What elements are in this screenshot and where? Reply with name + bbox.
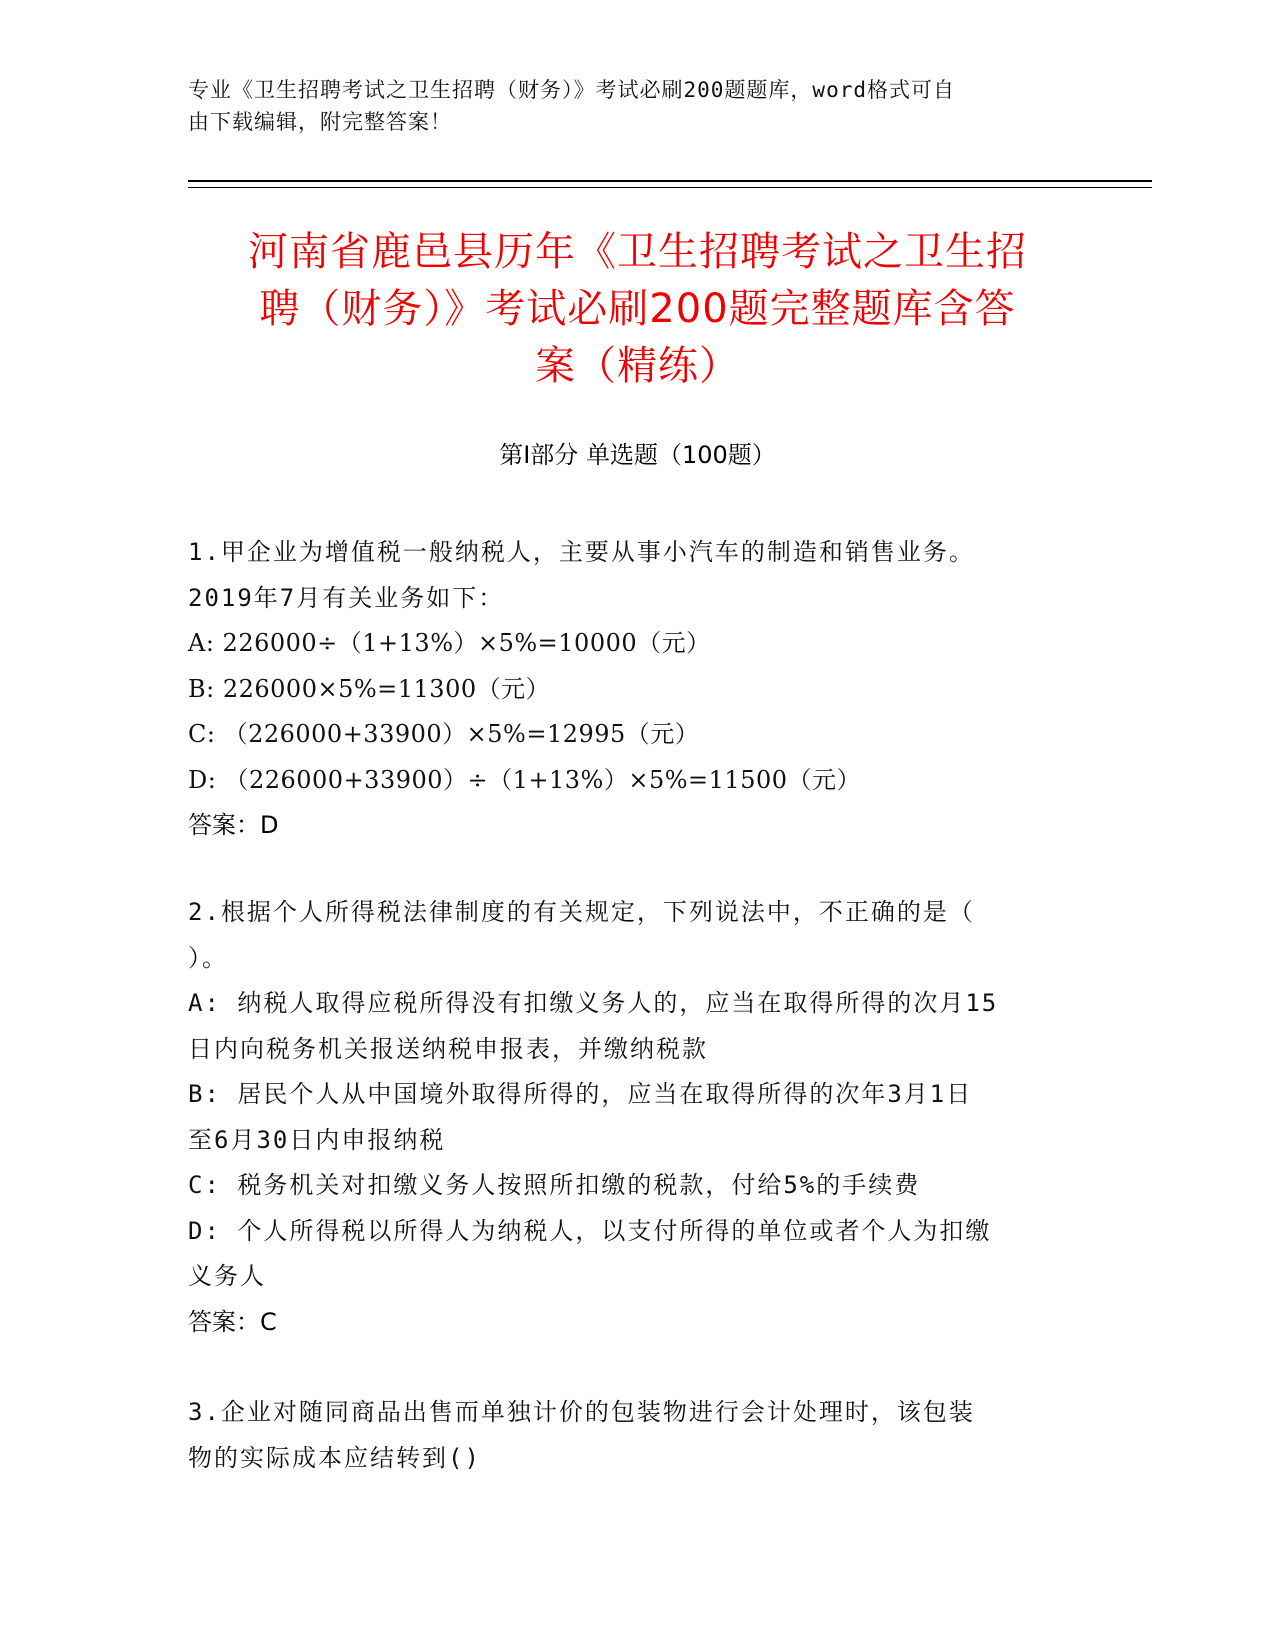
header-note-line: 由下载编辑，附完整答案！	[188, 110, 452, 134]
question-stem-line: 1.甲企业为增值税一般纳税人，主要从事小汽车的制造和销售业务。	[188, 538, 975, 566]
header-note-line: 专业《卫生招聘考试之卫生招聘（财务）》考试必刷200题题库，word格式可自	[188, 78, 955, 102]
question-stem-line: 2019年7月有关业务如下：	[188, 583, 505, 612]
header-divider-thick	[188, 180, 1152, 182]
option-d: D: （226000+33900）÷（1+13%）×5%=11500（元）	[188, 765, 862, 794]
header-divider-thin	[188, 187, 1152, 188]
option-a: A: 226000÷（1+13%）×5%=10000（元）	[188, 629, 711, 657]
title-line: 聘（财务）》考试必刷200题完整题库含答	[259, 286, 1016, 332]
title-line: 河南省鹿邑县历年《卫生招聘考试之卫生招	[248, 229, 1027, 275]
option-d-continued: 义务人	[188, 1262, 266, 1290]
answer-label: 答案：D	[188, 811, 279, 839]
document-title	[160, 224, 1115, 395]
option-a: A: 纳税人取得应税所得没有扣缴义务人的，应当在取得所得的次月15	[188, 989, 999, 1017]
header-note	[188, 74, 1068, 138]
question-stem-line: 2.根据个人所得税法律制度的有关规定，下列说法中，不正确的是（	[188, 898, 975, 926]
option-c: C: 税务机关对扣缴义务人按照所扣缴的税款，付给5%的手续费	[188, 1171, 921, 1199]
question-stem-line: 物的实际成本应结转到()	[188, 1443, 481, 1472]
option-a-continued: 日内向税务机关报送纳税申报表，并缴纳税款	[188, 1034, 708, 1063]
answer-label: 答案：C	[188, 1307, 277, 1336]
option-b: B: 226000×5%=11300（元）	[188, 674, 551, 703]
question-3	[188, 1390, 1088, 1481]
option-b: B: 居民个人从中国境外取得所得的，应当在取得所得的次年3月1日	[188, 1080, 973, 1108]
question-2	[188, 890, 1088, 1345]
option-b-continued: 至6月30日内申报纳税	[188, 1125, 446, 1154]
question-1	[188, 530, 1088, 849]
section-heading: 第Ⅰ部分 单选题（100题）	[499, 441, 776, 469]
question-stem-line: ）。	[188, 943, 228, 972]
title-line: 案（精练）	[535, 343, 740, 389]
option-c: C: （226000+33900）×5%=12995（元）	[188, 720, 700, 748]
question-stem-line: 3.企业对随同商品出售而单独计价的包装物进行会计处理时，该包装	[188, 1398, 975, 1426]
option-d: D: 个人所得税以所得人为纳税人，以支付所得的单位或者个人为扣缴	[188, 1216, 992, 1245]
